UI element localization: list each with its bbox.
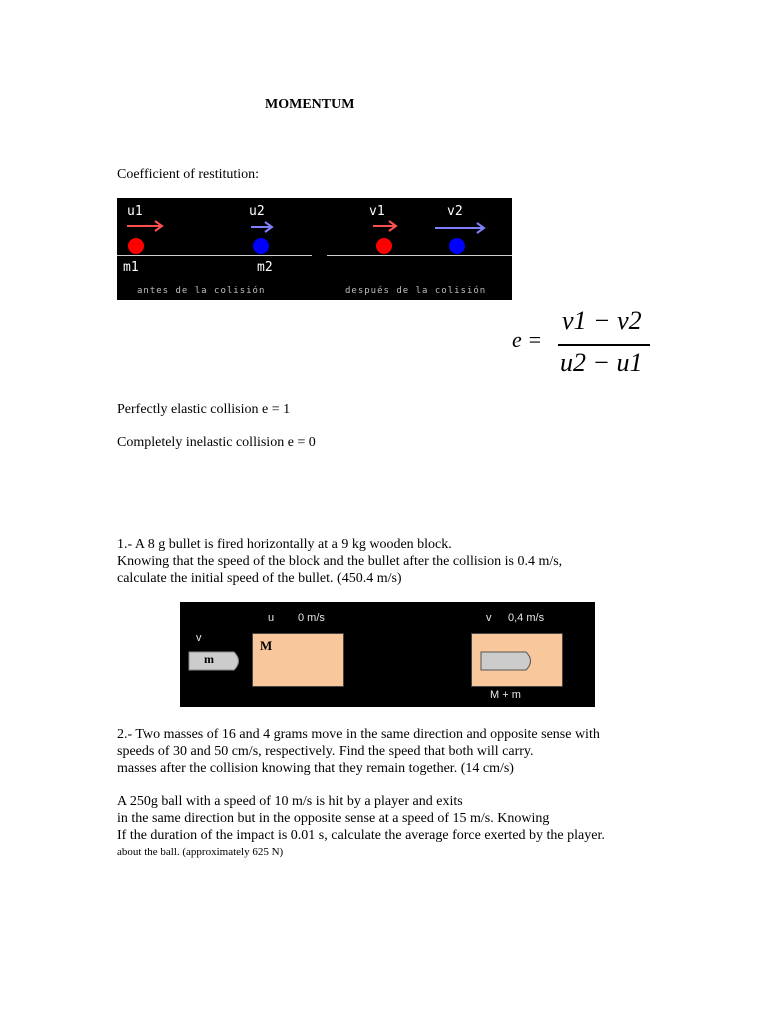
label-v-value: 0,4 m/s <box>508 612 545 624</box>
blue-ball-before <box>252 237 270 255</box>
caption-after: después de la colisión <box>345 286 487 296</box>
coef-heading: Coefficient of restitution: <box>117 167 260 182</box>
problem3-line2: in the same direction but in the opposite sense at a speed of 15 m/s. Knowing <box>117 811 550 826</box>
fraction-bar <box>558 344 650 346</box>
problem2-line3: masses after the collision knowing that they remain together. (14 cm/s) <box>117 761 514 776</box>
label-v: v <box>486 612 492 624</box>
bullet-before <box>188 651 244 671</box>
red-ball-before <box>127 237 145 255</box>
label-block-M: M <box>260 638 273 653</box>
inelastic-text: Completely inelastic collision e = 0 <box>117 435 316 450</box>
arrow-v2 <box>435 222 487 234</box>
problem1-line1: 1.- A 8 g bullet is fired horizontally at a 9 kg wooden block. <box>117 537 452 552</box>
label-bullet-velocity: v <box>196 632 202 644</box>
arrow-v1 <box>373 220 399 232</box>
label-m1: m1 <box>123 260 139 275</box>
red-ball-after <box>375 237 393 255</box>
problem2-line2: speeds of 30 and 50 cm/s, respectively. Find the speed that both will carry. <box>117 744 534 759</box>
formula-denominator: u2 − u1 <box>560 348 643 377</box>
problem3-line4: about the ball. (approximately 625 N) <box>117 846 284 858</box>
bullet-block-diagram <box>180 602 595 707</box>
label-v1: v1 <box>369 204 385 219</box>
problem3-line3: If the duration of the impact is 0.01 s, calculate the average force exerted by the player. <box>117 828 605 843</box>
problem3-line1: A 250g ball with a speed of 10 m/s is hit by a player and exits <box>117 794 463 809</box>
problem1-line3: calculate the initial speed of the bullet. (450.4 m/s) <box>117 571 402 586</box>
elastic-text: Perfectly elastic collision e = 1 <box>117 402 291 417</box>
blue-ball-after <box>448 237 466 255</box>
bullet-embedded <box>480 651 536 671</box>
restitution-formula <box>512 308 652 380</box>
page-title: MOMENTUM <box>265 97 355 112</box>
formula-lhs: e = <box>512 327 543 352</box>
problem1-line2: Knowing that the speed of the block and the bullet after the collision is 0.4 m/s, <box>117 554 563 569</box>
formula-numerator: v1 − v2 <box>562 306 642 335</box>
problem2-line1: 2.- Two masses of 16 and 4 grams move in the same direction and opposite sense with <box>117 727 600 742</box>
label-m2: m2 <box>257 260 273 275</box>
label-u2: u2 <box>249 204 265 219</box>
arrow-u2 <box>251 221 275 233</box>
label-u: u <box>268 612 275 624</box>
label-v2: v2 <box>447 204 463 219</box>
collision-diagram <box>117 198 512 300</box>
ground-line-after <box>327 255 512 256</box>
label-u1: u1 <box>127 204 143 219</box>
arrow-u1 <box>127 220 167 232</box>
ground-line-before <box>117 255 312 256</box>
label-after-mass: M + m <box>490 689 521 701</box>
label-m: m <box>204 652 214 666</box>
label-u-value: 0 m/s <box>298 612 325 624</box>
caption-before: antes de la colisión <box>137 286 266 296</box>
